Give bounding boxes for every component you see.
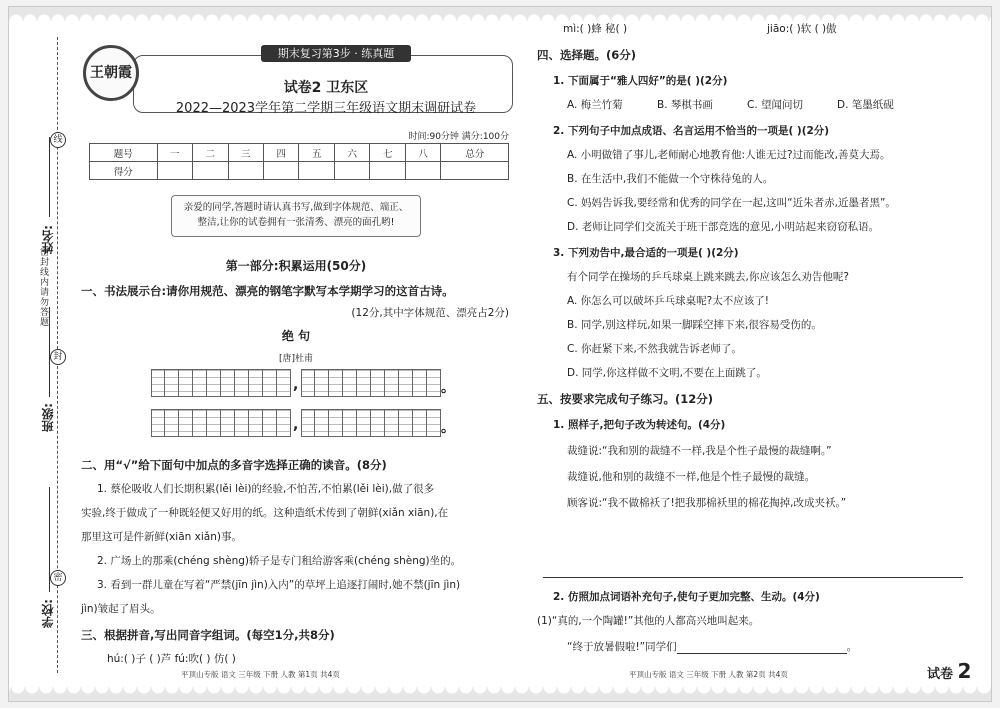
score-cell: 总分 xyxy=(441,144,509,162)
q5-2-stem: 2. 仿照加点词语补充句子,使句子更加完整、生动。(4分) xyxy=(553,591,820,603)
q2-line: 实验,终于做成了一种既轻便又好用的纸。这种造纸术传到了朝鲜(xiǎn xiān),在 xyxy=(81,507,449,519)
writing-grid-line2a[interactable] xyxy=(151,409,291,437)
q4-2-option-b[interactable]: B. 在生活中,我们不能做一个守株待兔的人。 xyxy=(567,173,774,185)
score-input-cell[interactable] xyxy=(264,162,299,180)
q4-2-option-a[interactable]: A. 小明做错了事儿,老师耐心地教育他:人谁无过?过而能改,善莫大焉。 xyxy=(567,149,891,161)
q4-2-option-c[interactable]: C. 妈妈告诉我,要经常和优秀的同学在一起,这叫“近朱者赤,近墨者黑”。 xyxy=(567,197,896,209)
time-score-info: 时间:90分钟 满分:100分 xyxy=(408,132,509,142)
q3-row2-right[interactable]: jiāo:( )软 ( )傲 xyxy=(767,23,837,35)
score-input-cell[interactable] xyxy=(299,162,334,180)
scalloped-edge-top xyxy=(9,7,991,21)
q5-title: 五、按要求完成句子练习。(12分) xyxy=(537,392,714,406)
q2-line: jìn)皱起了眉头。 xyxy=(81,603,161,615)
part-one-heading: 第一部分:积累运用(50分) xyxy=(225,259,367,273)
q4-3-option-a[interactable]: A. 你怎么可以破坏乒乓球桌呢?太不应该了! xyxy=(567,295,769,307)
q3-title: 三、根据拼音,写出同音字组词。(每空1分,共8分) xyxy=(81,628,335,642)
q5-1-answer-area[interactable] xyxy=(543,519,963,539)
comma-mark: , xyxy=(293,377,299,393)
exam-sheet xyxy=(8,6,992,702)
score-cell: 五 xyxy=(299,144,334,162)
score-cell: 六 xyxy=(334,144,369,162)
paper-mark-number: 2 xyxy=(957,659,972,683)
q4-1-option-b[interactable]: B. 琴棋书画 xyxy=(657,99,713,111)
review-tag: 期末复习第3步 · 练真题 xyxy=(261,45,411,62)
seal-circle-secret: 密 xyxy=(50,570,66,586)
class-label: 班级: xyxy=(41,403,55,432)
score-table-score-row xyxy=(90,162,509,180)
q3-pinyin-row[interactable]: hú:( )子 ( )芦 fú:吹( ) 仿( ) xyxy=(107,653,236,665)
seal-note: 密封线内请勿答题 xyxy=(38,247,48,327)
writing-grid-line2b[interactable] xyxy=(301,409,441,437)
q5-2-task-text: “终于放暑假啦!”同学们 xyxy=(567,641,677,653)
q4-2-stem: 2. 下列句子中加点成语、名言运用不恰当的一项是( )(2分) xyxy=(553,125,830,137)
score-table xyxy=(89,143,509,180)
q4-3-scene: 有个同学在操场的乒乓球桌上跳来跳去,你应该怎么劝告他呢? xyxy=(567,271,849,283)
q4-1-option-d[interactable]: D. 笔墨纸砚 xyxy=(837,99,894,111)
name-label: 姓名: xyxy=(41,225,55,254)
q5-1-task: 顾客说:“我不做棉袄了!把我那棉袄里的棉花掏掉,改成夹袄。” xyxy=(567,497,847,509)
paper-subtitle: 2022—2023学年第二学期三年级语文期末调研试卷 xyxy=(175,101,477,116)
q4-3-option-c[interactable]: C. 你赶紧下来,不然我就告诉老师了。 xyxy=(567,343,742,355)
period-mark: 。 xyxy=(441,380,455,396)
q5-1-example-original: 裁缝说:“我和别的裁缝不一样,我是个性子最慢的裁缝啊。” xyxy=(567,445,832,457)
q5-1-stem: 1. 照样子,把句子改为转述句。(4分) xyxy=(553,419,726,431)
q2-line: 那里这可是件新鲜(xiān xiǎn)事。 xyxy=(81,531,242,543)
q2-line: 2. 广场上的那乘(chéng shèng)轿子是专门租给游客乘(chéng shèng)坐的。 xyxy=(97,555,462,567)
q4-title: 四、选择题。(6分) xyxy=(537,48,637,62)
q4-2-option-d[interactable]: D. 老师让同学们交流关于班干部竞选的意见,小明站起来窃窃私语。 xyxy=(567,221,880,233)
q4-1-stem: 1. 下面属于“雅人四好”的是( )(2分) xyxy=(553,75,728,87)
school-label: 学校: xyxy=(41,599,55,628)
poem-author: [唐]杜甫 xyxy=(278,354,314,364)
score-cell: 一 xyxy=(157,144,192,162)
period-mark: 。 xyxy=(441,420,455,436)
binding-margin xyxy=(9,7,73,702)
q2-line: 3. 看到一群儿童在写着“严禁(jīn jìn)入内”的草坪上追逐打闹时,她不禁(jīn jìn) xyxy=(97,579,461,591)
seal-circle-seal: 封 xyxy=(50,349,66,365)
score-input-cell[interactable] xyxy=(370,162,405,180)
score-input-cell[interactable] xyxy=(405,162,440,180)
seal-circle-line: 线 xyxy=(50,132,66,148)
paper-title: 试卷2 卫东区 xyxy=(283,80,369,96)
score-input-cell[interactable] xyxy=(157,162,192,180)
paper-mark-text: 试卷 xyxy=(927,667,954,682)
q5-2-answer-line[interactable] xyxy=(677,642,847,654)
q4-3-option-d[interactable]: D. 同学,你这样做不文明,不要在上面跳了。 xyxy=(567,367,767,379)
q1-score: (12分,其中字体规范、漂亮占2分) xyxy=(351,307,509,319)
student-notice: 亲爱的同学,答题时请认真书写,做到字体规范、端正、整洁,让你的试卷拥有一张清秀、漂亮的面孔哟! xyxy=(171,195,421,237)
writing-grid-line1b[interactable] xyxy=(301,369,441,397)
score-cell: 四 xyxy=(264,144,299,162)
score-cell: 八 xyxy=(405,144,440,162)
paper-number-mark xyxy=(927,659,971,683)
score-cell: 七 xyxy=(370,144,405,162)
q1-title: 一、书法展示台:请你用规范、漂亮的钢笔字默写本学期学习的这首古诗。 xyxy=(81,284,454,298)
score-input-cell[interactable] xyxy=(193,162,228,180)
footer-left: 平顶山专版 语文 三年级 下册 人教 第1页 共4页 xyxy=(181,670,340,679)
q2-line: 1. 蔡伦吸收人们长期积累(lěi lèi)的经验,不怕苦,不怕累(lěi lèi),做了很多 xyxy=(97,483,435,495)
q5-2-example: (1)“真的,一个陶罐!”其他的人都高兴地叫起来。 xyxy=(537,615,760,627)
comma-mark: , xyxy=(293,417,299,433)
q4-1-option-c[interactable]: C. 望闻问切 xyxy=(747,99,804,111)
score-table-header-row xyxy=(90,144,509,162)
q4-3-option-b[interactable]: B. 同学,别这样玩,如果一脚踩空摔下来,很容易受伤的。 xyxy=(567,319,822,331)
q5-2-task: “终于放暑假啦!”同学们 。 xyxy=(567,641,858,653)
q2-title: 二、用“√”给下面句中加点的多音字选择正确的读音。(8分) xyxy=(81,458,387,472)
score-cell: 二 xyxy=(193,144,228,162)
score-input-cell[interactable] xyxy=(228,162,263,180)
q4-3-stem: 3. 下列劝告中,最合适的一项是( )(2分) xyxy=(553,247,739,259)
scalloped-edge-bottom xyxy=(9,687,991,701)
score-cell: 三 xyxy=(228,144,263,162)
writing-grid-line1a[interactable] xyxy=(151,369,291,397)
score-cell: 题号 xyxy=(90,144,158,162)
footer-right: 平顶山专版 语文 三年级 下册 人教 第2页 共4页 xyxy=(629,670,788,679)
score-row-label: 得分 xyxy=(90,162,158,180)
name-write-line[interactable] xyxy=(49,137,50,217)
q3-row2-left[interactable]: mì:( )蜂 秘( ) xyxy=(563,23,628,35)
score-input-cell[interactable] xyxy=(334,162,369,180)
q4-1-option-a[interactable]: A. 梅兰竹菊 xyxy=(567,99,623,111)
answer-separator-line xyxy=(543,577,963,578)
score-input-cell[interactable] xyxy=(441,162,509,180)
poem-title: 绝 句 xyxy=(281,329,311,343)
q5-1-example-rewritten: 裁缝说,他和别的裁缝不一样,他是个性子最慢的裁缝。 xyxy=(567,471,816,483)
brand-logo: 王朝霞 xyxy=(83,45,139,101)
